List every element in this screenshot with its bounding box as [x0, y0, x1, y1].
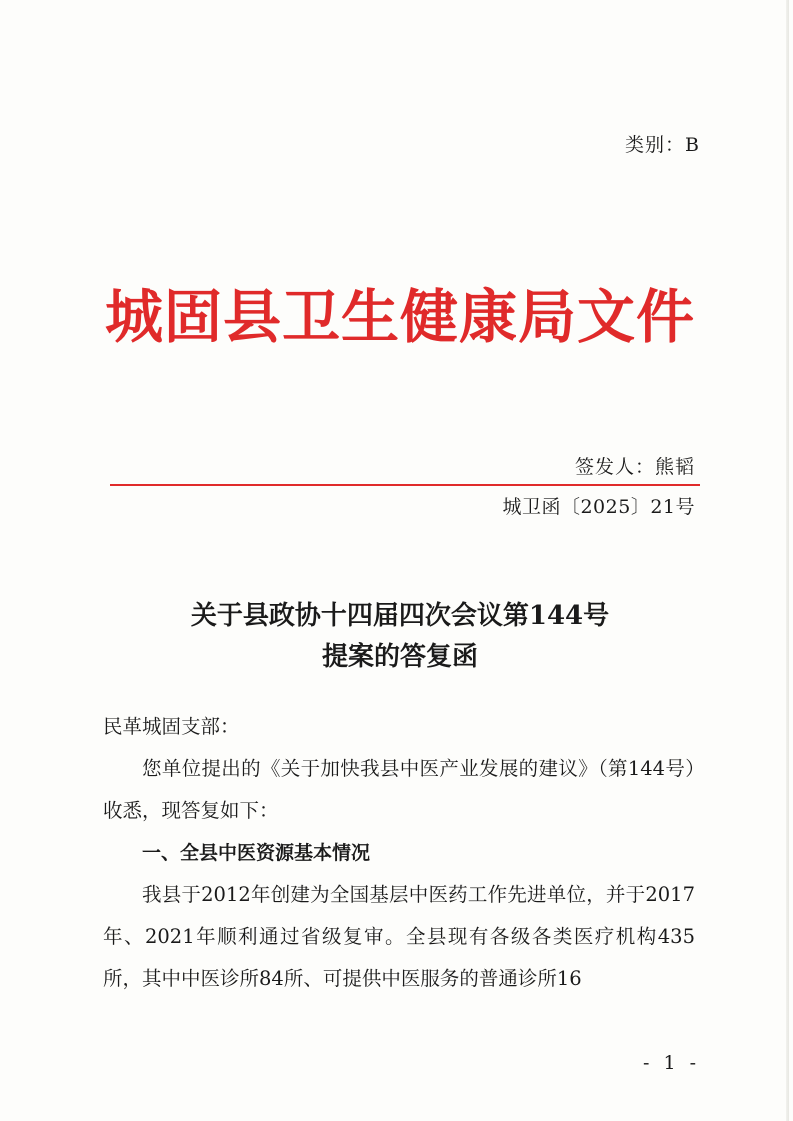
document-title-line-1: 关于县政协十四届四次会议第144号	[190, 601, 610, 631]
document-title-line-2: 提案的答复函	[321, 642, 478, 672]
intro-paragraph: 您单位提出的《关于加快我县中医产业发展的建议》（第144号）收悉，现答复如下：	[103, 757, 695, 822]
issuing-authority-masthead: 城固县卫生健康局文件	[104, 283, 695, 351]
document-body	[103, 706, 695, 1000]
scan-edge-shadow	[786, 0, 789, 1121]
document-number: 城卫函〔2025〕21号	[502, 496, 695, 518]
body-paragraph: 我县于2012年创建为全国基层中医药工作先进单位，并于2017年、2021年顺利通过省级复审。全县现有各级各类医疗机构435所，其中中医诊所84所、可提供中医服务的普通诊所16	[103, 883, 695, 990]
section-heading: 一、全县中医资源基本情况	[142, 842, 371, 864]
signer-line: 签发人：熊韬	[574, 456, 695, 478]
salutation: 民革城固支部：	[103, 715, 240, 738]
document-category: 类别：B	[625, 134, 700, 156]
red-separator-rule	[110, 484, 700, 486]
page-number: - 1 -	[642, 1052, 700, 1074]
document-title	[100, 596, 700, 678]
